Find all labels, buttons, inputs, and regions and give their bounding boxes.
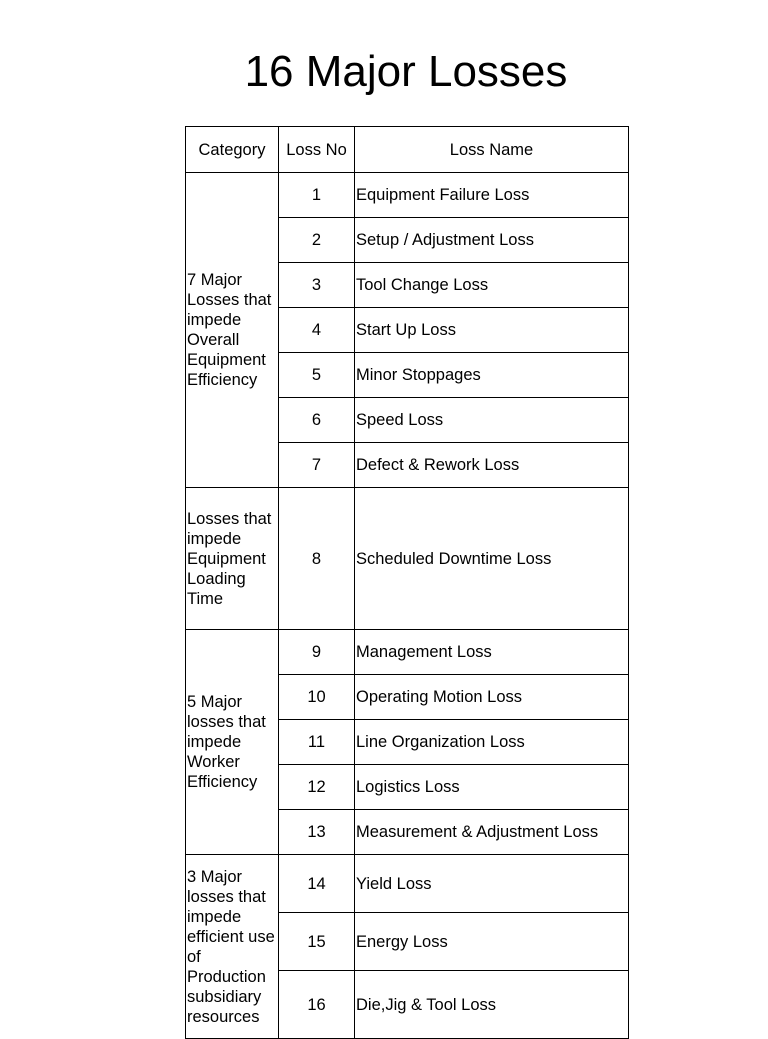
loss-name-cell: Measurement & Adjustment Loss <box>355 810 629 855</box>
loss-name-cell: Setup / Adjustment Loss <box>355 218 629 263</box>
loss-no-cell: 2 <box>279 218 355 263</box>
table-row <box>186 488 629 630</box>
category-label: 5 Major losses that impede Worker Efficiency <box>187 693 266 791</box>
loss-no-cell: 4 <box>279 308 355 353</box>
loss-name-cell: Energy Loss <box>355 913 629 971</box>
loss-no-cell: 7 <box>279 443 355 488</box>
loss-name-cell: Line Organization Loss <box>355 720 629 765</box>
category-cell <box>186 173 279 488</box>
category-label: 7 Major Losses that impede Overall Equipment Efficiency <box>187 271 272 389</box>
category-cell <box>186 855 279 1039</box>
loss-name-cell: Die,Jig & Tool Loss <box>355 971 629 1039</box>
loss-no-cell: 16 <box>279 971 355 1039</box>
category-label: Losses that impede Equipment Loading Time <box>187 509 272 608</box>
loss-name-cell: Minor Stoppages <box>355 353 629 398</box>
category-label: 3 Major losses that impede efficient use of Production subsidiary resources <box>187 867 275 1026</box>
loss-no-cell: 15 <box>279 913 355 971</box>
table-row <box>186 173 629 218</box>
header-loss-name: Loss Name <box>355 127 629 173</box>
loss-name-cell: Defect & Rework Loss <box>355 443 629 488</box>
loss-name-cell: Speed Loss <box>355 398 629 443</box>
page-title: 16 Major Losses <box>244 47 568 96</box>
loss-no-cell: 1 <box>279 173 355 218</box>
category-cell <box>186 488 279 630</box>
loss-no-cell: 14 <box>279 855 355 913</box>
loss-no-cell: 10 <box>279 675 355 720</box>
loss-no-cell: 3 <box>279 263 355 308</box>
table-row <box>186 855 629 913</box>
loss-no-cell: 9 <box>279 630 355 675</box>
loss-no-cell: 6 <box>279 398 355 443</box>
header-category: Category <box>186 127 279 173</box>
loss-name-cell: Scheduled Downtime Loss <box>355 488 629 630</box>
category-cell <box>186 630 279 855</box>
loss-name-cell: Equipment Failure Loss <box>355 173 629 218</box>
loss-name-cell: Tool Change Loss <box>355 263 629 308</box>
loss-no-cell: 11 <box>279 720 355 765</box>
header-loss-no: Loss No <box>279 127 355 173</box>
losses-table <box>185 126 629 1039</box>
loss-no-cell: 8 <box>279 488 355 630</box>
loss-no-cell: 5 <box>279 353 355 398</box>
loss-name-cell: Operating Motion Loss <box>355 675 629 720</box>
loss-name-cell: Yield Loss <box>355 855 629 913</box>
loss-no-cell: 12 <box>279 765 355 810</box>
loss-name-cell: Management Loss <box>355 630 629 675</box>
loss-no-cell: 13 <box>279 810 355 855</box>
loss-name-cell: Start Up Loss <box>355 308 629 353</box>
table-header-row <box>186 127 629 173</box>
table-row <box>186 630 629 675</box>
loss-name-cell: Logistics Loss <box>355 765 629 810</box>
